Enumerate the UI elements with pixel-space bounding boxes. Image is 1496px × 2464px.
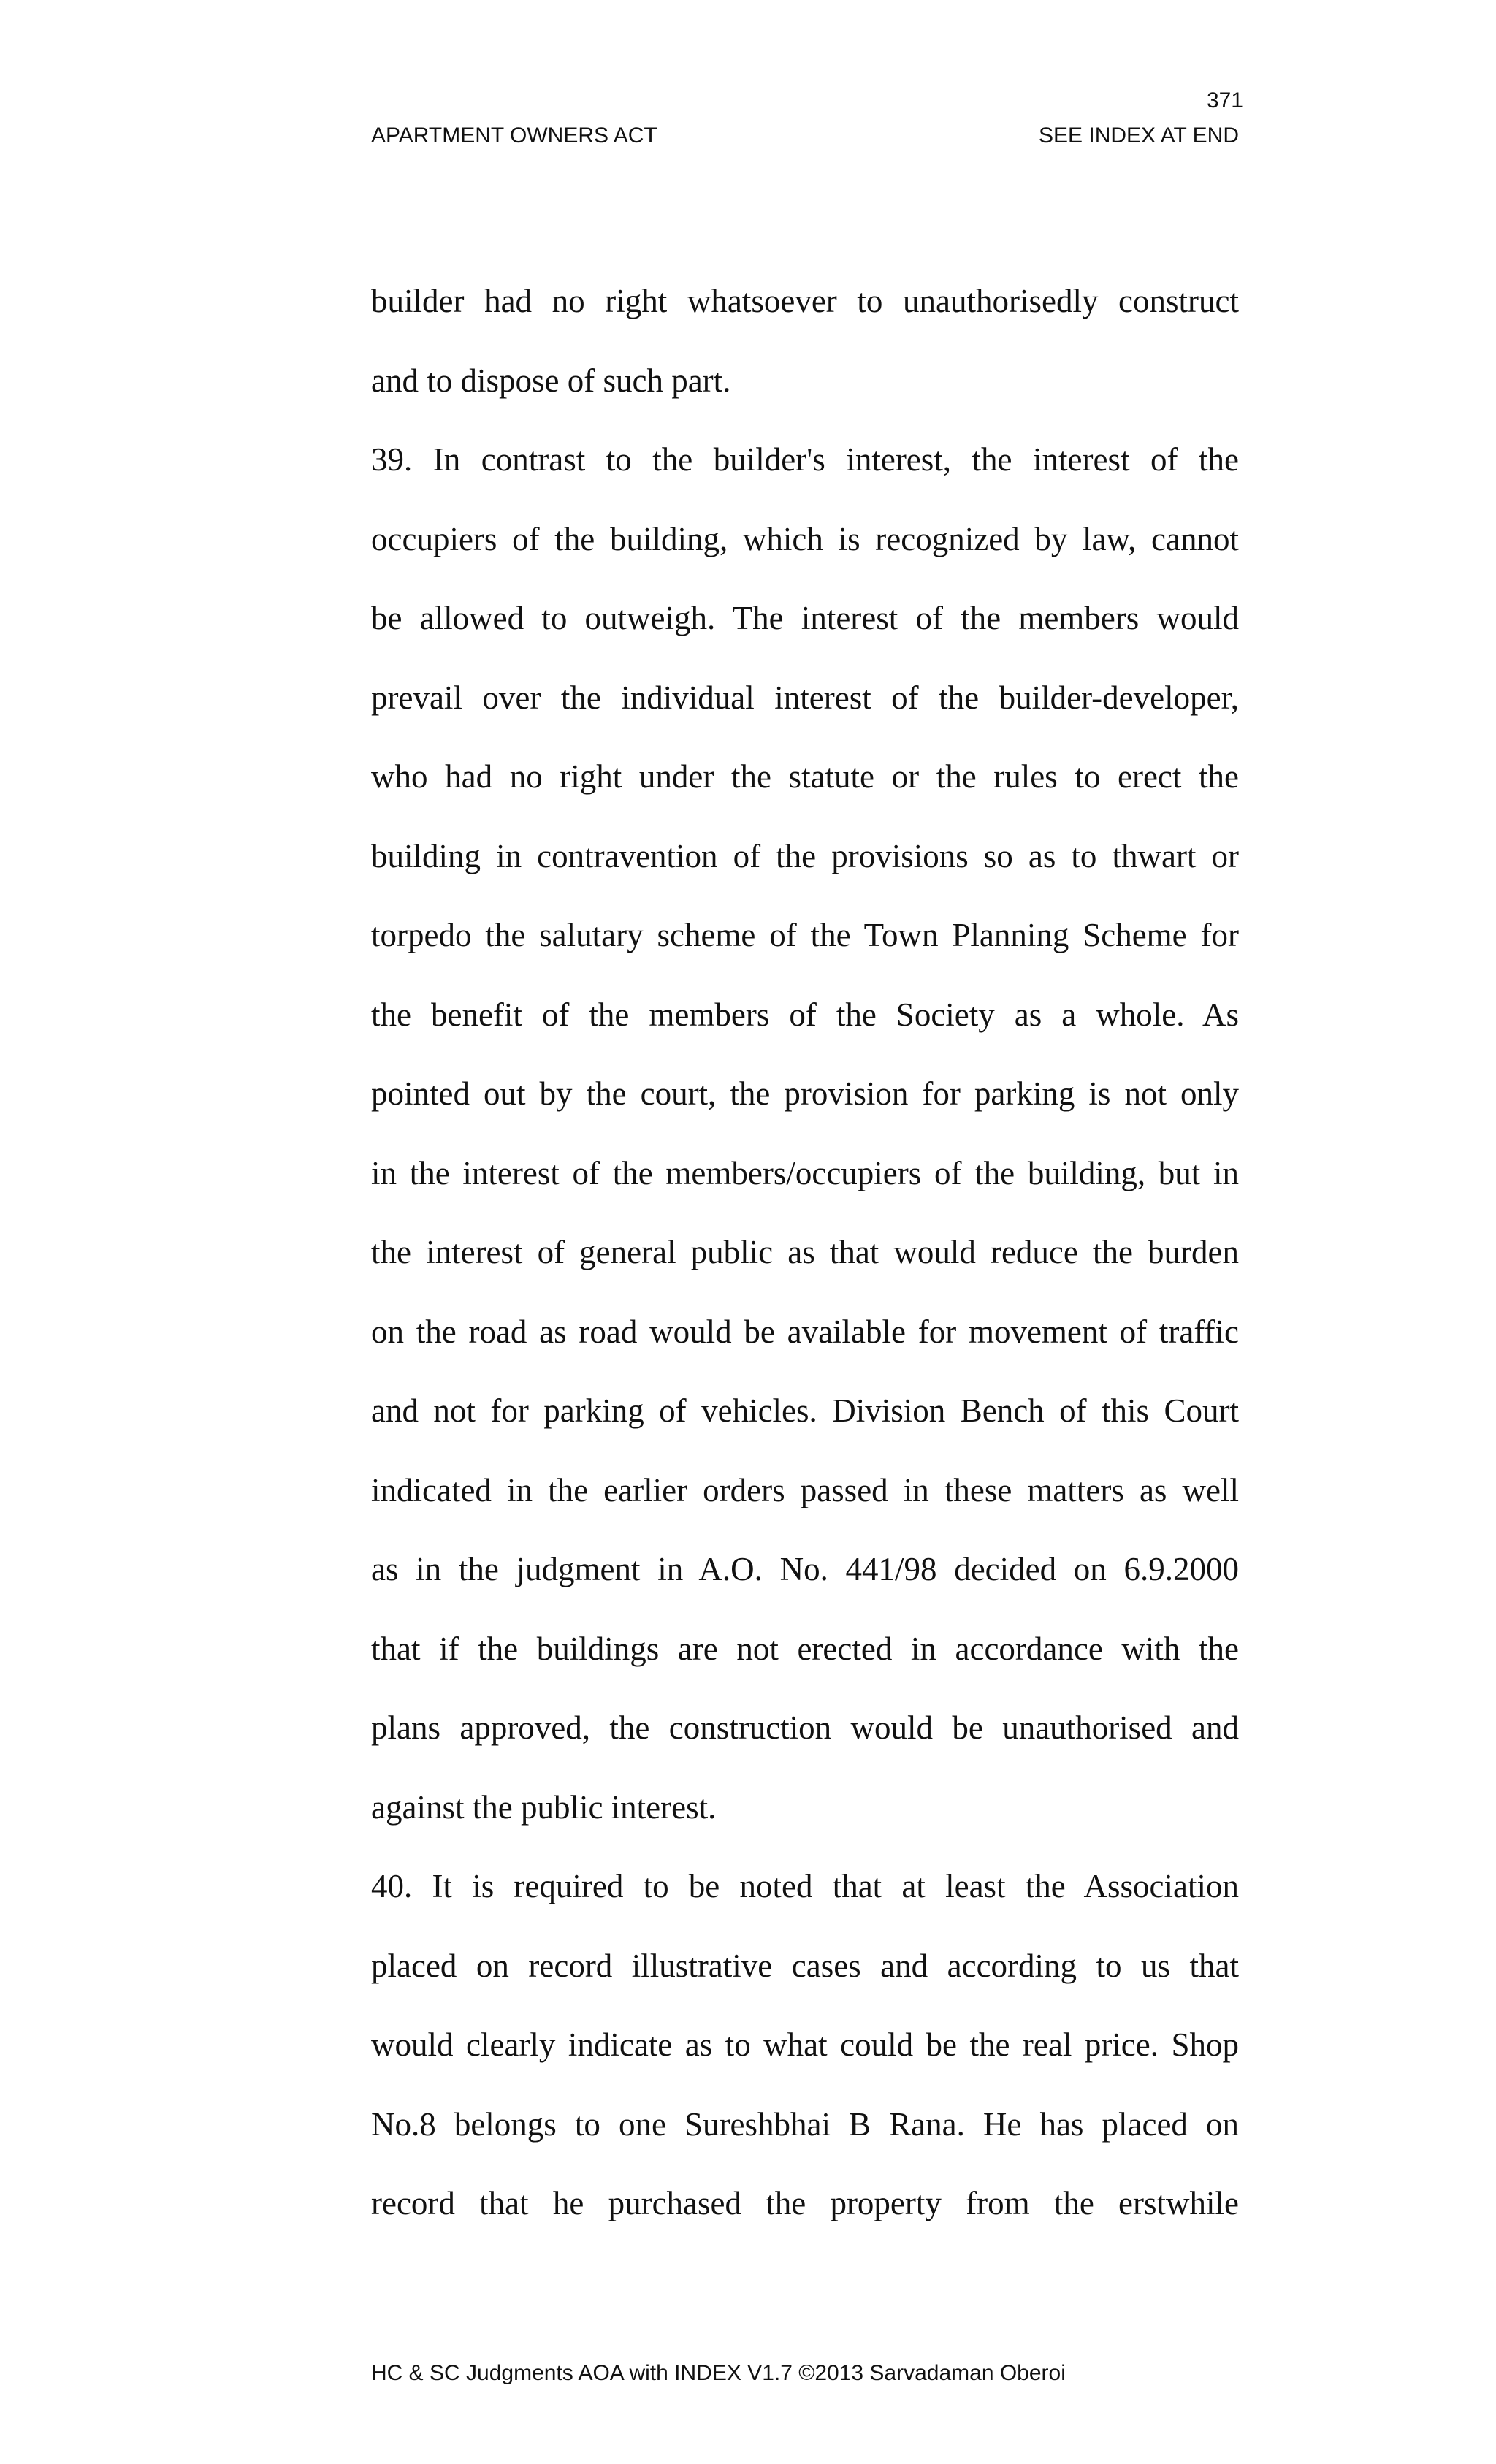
paragraph-39-start: 39. In contrast to the builder's interest, the interest of the bbox=[371, 441, 1239, 478]
running-header bbox=[371, 123, 1239, 149]
text-line: would clearly indicate as to what could be the real price. Shop bbox=[371, 2026, 1239, 2063]
text-line: on the road as road would be available for movement of traffic bbox=[371, 1313, 1239, 1350]
text-line: occupiers of the building, which is recognized by law, cannot bbox=[371, 520, 1239, 557]
paragraph-40-start: 40. It is required to be noted that at least the Association bbox=[371, 1868, 1239, 1904]
text-line: the interest of general public as that would reduce the burden bbox=[371, 1234, 1239, 1270]
text-line: prevail over the individual interest of the builder-developer, bbox=[371, 679, 1239, 716]
text-line: the benefit of the members of the Society as a whole. As bbox=[371, 996, 1239, 1033]
text-line: builder had no right whatsoever to unauthorisedly construct bbox=[371, 283, 1239, 319]
text-line: who had no right under the statute or the rules to erect the bbox=[371, 758, 1239, 795]
text-line: as in the judgment in A.O. No. 441/98 decided on 6.9.2000 bbox=[371, 1551, 1239, 1587]
text-line: plans approved, the construction would be unauthorised and bbox=[371, 1709, 1239, 1746]
page-number: 371 bbox=[1206, 88, 1243, 112]
judgment-text bbox=[371, 262, 1239, 2243]
text-line: No.8 belongs to one Sureshbhai B Rana. He has placed on bbox=[371, 2105, 1239, 2143]
text-line: indicated in the earlier orders passed in these matters as well bbox=[371, 1471, 1239, 1508]
text-line: in the interest of the members/occupiers of the building, but in bbox=[371, 1154, 1239, 1191]
text-line: be allowed to outweigh. The interest of the members would bbox=[371, 600, 1239, 636]
text-line: placed on record illustrative cases and according to us that bbox=[371, 1947, 1239, 1984]
text-line: that if the buildings are not erected in accordance with the bbox=[371, 1630, 1239, 1667]
text-line: and to dispose of such part. bbox=[371, 362, 731, 399]
header-title: APARTMENT OWNERS ACT bbox=[371, 123, 657, 148]
header-index-note: SEE INDEX AT END bbox=[1039, 123, 1239, 148]
text-line: and not for parking of vehicles. Division Bench of this Court bbox=[371, 1392, 1239, 1429]
footer-copyright: HC & SC Judgments AOA with INDEX V1.7 ©2013 Sarvadaman Oberoi bbox=[371, 2361, 1066, 2385]
text-line: pointed out by the court, the provision for parking is not only bbox=[371, 1075, 1239, 1112]
text-line: record that he purchased the property from the erstwhile bbox=[371, 2185, 1239, 2221]
text-line: torpedo the salutary scheme of the Town Planning Scheme for bbox=[371, 917, 1239, 953]
text-line: building in contravention of the provisions so as to thwart or bbox=[371, 837, 1239, 874]
text-line: against the public interest. bbox=[371, 1788, 717, 1826]
